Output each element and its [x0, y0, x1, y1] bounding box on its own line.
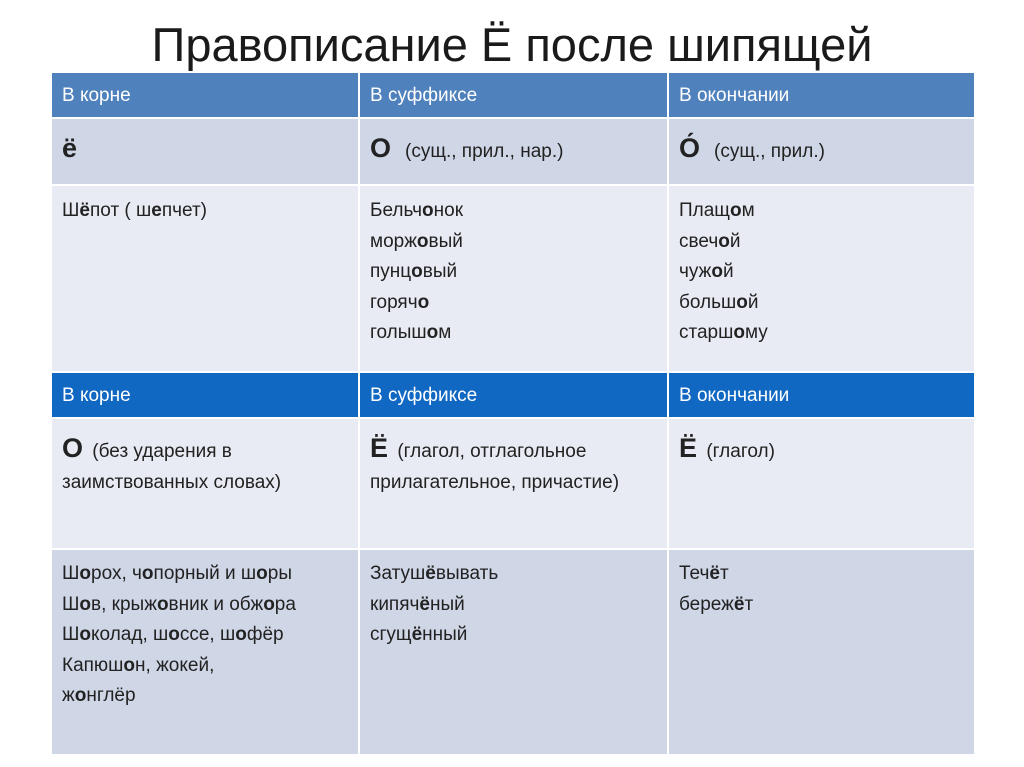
word-part: ра: [274, 593, 296, 615]
emphasized-letter: ё: [733, 593, 745, 615]
emphasized-letter: о: [263, 593, 275, 615]
examples-root-cell: [51, 185, 359, 372]
examples-row-2: [51, 549, 975, 755]
emphasized-letter: о: [235, 624, 247, 645]
word-part: м: [438, 322, 452, 343]
emphasized-letter: о: [422, 200, 434, 221]
word-part: му: [744, 322, 768, 343]
emphasized-letter: е: [151, 200, 162, 221]
example-word: [370, 227, 657, 258]
emphasized-letter: о: [79, 563, 92, 584]
rule-letter: О: [370, 133, 392, 163]
word-part: ссе, ш: [179, 624, 236, 645]
word-part: горяч: [370, 291, 418, 313]
examples-suffix-cell: [359, 185, 668, 372]
rule-ending-cell: [668, 418, 975, 549]
word-part: вый: [422, 261, 458, 282]
example-word: [370, 318, 657, 349]
header-suffix: В суффиксе: [359, 372, 668, 418]
examples-ending-cell: [668, 185, 975, 372]
header-root: В корне: [51, 72, 359, 118]
word-part: Ш: [62, 624, 80, 645]
word-part: пчет): [161, 200, 208, 221]
word-part: старш: [679, 322, 734, 343]
emphasized-letter: о: [733, 322, 745, 343]
header-root: В корне: [51, 372, 359, 418]
word-part: вый: [428, 230, 463, 252]
emphasized-letter: ё: [419, 593, 430, 615]
emphasized-letter: ё: [425, 563, 436, 584]
examples-suffix-cell: [359, 549, 668, 755]
word-part: береж: [679, 593, 734, 615]
emphasized-letter: о: [736, 291, 748, 313]
rule-letter: ё: [62, 133, 78, 163]
word-part: Бельч: [370, 200, 423, 221]
word-part: Теч: [679, 563, 710, 584]
emphasized-letter: о: [79, 593, 92, 615]
example-word: [62, 681, 348, 712]
example-word: [370, 257, 657, 288]
rule-letter: Ё: [370, 433, 389, 463]
word-part: ж: [62, 685, 75, 706]
word-part: больш: [679, 291, 737, 313]
emphasized-letter: о: [411, 261, 423, 282]
example-word: [679, 318, 964, 349]
emphasized-letter: о: [256, 563, 268, 584]
example-word: [679, 288, 964, 319]
emphasized-letter: о: [718, 230, 730, 252]
examples-root-cell: [51, 549, 359, 755]
example-word: [679, 559, 964, 590]
word-part: порный и ш: [153, 563, 257, 584]
emphasized-letter: о: [156, 593, 169, 615]
header-suffix: В суффиксе: [359, 72, 668, 118]
example-word: [370, 559, 657, 590]
example-word: [679, 257, 964, 288]
emphasized-letter: о: [729, 200, 742, 221]
header-row-2: [51, 372, 975, 418]
rule-ending-cell: [668, 118, 975, 185]
word-part: й: [747, 291, 759, 313]
word-part: свеч: [679, 230, 719, 252]
emphasized-letter: о: [711, 261, 723, 282]
word-part: м: [741, 200, 755, 221]
example-word: [62, 651, 348, 682]
word-part: Ш: [62, 593, 80, 615]
word-part: морж: [370, 230, 417, 252]
example-word: [370, 288, 657, 319]
word-part: т: [719, 563, 729, 584]
examples-row-1: [51, 185, 975, 372]
example-word: [62, 559, 348, 590]
rule-row-1: [51, 118, 975, 185]
word-part: ры: [267, 563, 292, 584]
rule-suffix-cell: [359, 418, 668, 549]
examples-ending-cell: [668, 549, 975, 755]
rule-note: (глагол): [706, 441, 775, 462]
example-word: [370, 196, 657, 227]
word-part: н, жокей,: [135, 654, 215, 676]
word-part: т: [744, 593, 754, 615]
header-row-1: [51, 72, 975, 118]
rule-letter: О: [62, 433, 84, 463]
rule-row-2: [51, 418, 975, 549]
word-part: нок: [433, 200, 464, 221]
word-part: Плащ: [679, 200, 730, 221]
emphasized-letter: ё: [79, 200, 90, 221]
slide-title: Правописание Ё после шипящей: [151, 18, 873, 71]
word-part: Ш: [62, 200, 80, 221]
emphasized-letter: о: [141, 563, 154, 584]
example-word: [679, 227, 964, 258]
emphasized-letter: о: [416, 230, 429, 252]
word-part: нглёр: [86, 685, 136, 706]
word-part: голыш: [370, 322, 427, 343]
emphasized-letter: ё: [411, 624, 423, 645]
rule-root-cell: [51, 418, 359, 549]
example-word: [62, 590, 348, 621]
word-part: рох, ч: [91, 563, 142, 584]
word-part: Ш: [62, 563, 80, 584]
example-word: [62, 620, 348, 651]
rule-suffix-cell: [359, 118, 668, 185]
header-ending: В окончании: [668, 372, 975, 418]
word-part: Затуш: [370, 563, 426, 584]
emphasized-letter: о: [426, 322, 439, 343]
rule-letter: Ё: [679, 433, 698, 463]
example-word: [679, 590, 964, 621]
word-part: й: [729, 230, 741, 252]
emphasized-letter: о: [74, 685, 87, 706]
spelling-rules-table: [50, 71, 976, 756]
example-word: [370, 620, 657, 651]
example-word: [62, 196, 348, 227]
rule-letter: О́: [679, 133, 701, 163]
rule-note: (сущ., прил.): [714, 141, 825, 162]
word-part: вник и обж: [168, 593, 264, 615]
word-part: фёр: [246, 624, 284, 645]
rule-root-cell: [51, 118, 359, 185]
example-word: [679, 196, 964, 227]
emphasized-letter: о: [79, 624, 92, 645]
emphasized-letter: о: [417, 291, 430, 313]
rule-note: (без ударения в заимствованных словах): [62, 441, 282, 493]
rule-note: (сущ., прил., нар.): [405, 141, 564, 162]
word-part: й: [722, 261, 734, 282]
example-word: [370, 590, 657, 621]
rule-note: (глагол, отглагольное прилагательное, причастие): [370, 441, 620, 493]
word-part: вывать: [435, 563, 499, 584]
word-part: ный: [429, 593, 465, 615]
emphasized-letter: ё: [709, 563, 720, 584]
word-part: пунц: [370, 261, 412, 282]
emphasized-letter: о: [123, 654, 136, 676]
word-part: колад, ш: [91, 624, 169, 645]
word-part: пот ( ш: [90, 200, 152, 221]
word-part: Капюш: [62, 654, 124, 676]
word-part: сгущ: [370, 624, 412, 645]
word-part: кипяч: [370, 593, 420, 615]
header-ending: В окончании: [668, 72, 975, 118]
word-part: чуж: [679, 261, 712, 282]
word-part: нный: [422, 624, 468, 645]
word-part: в, крыж: [91, 593, 157, 615]
emphasized-letter: о: [168, 624, 180, 645]
